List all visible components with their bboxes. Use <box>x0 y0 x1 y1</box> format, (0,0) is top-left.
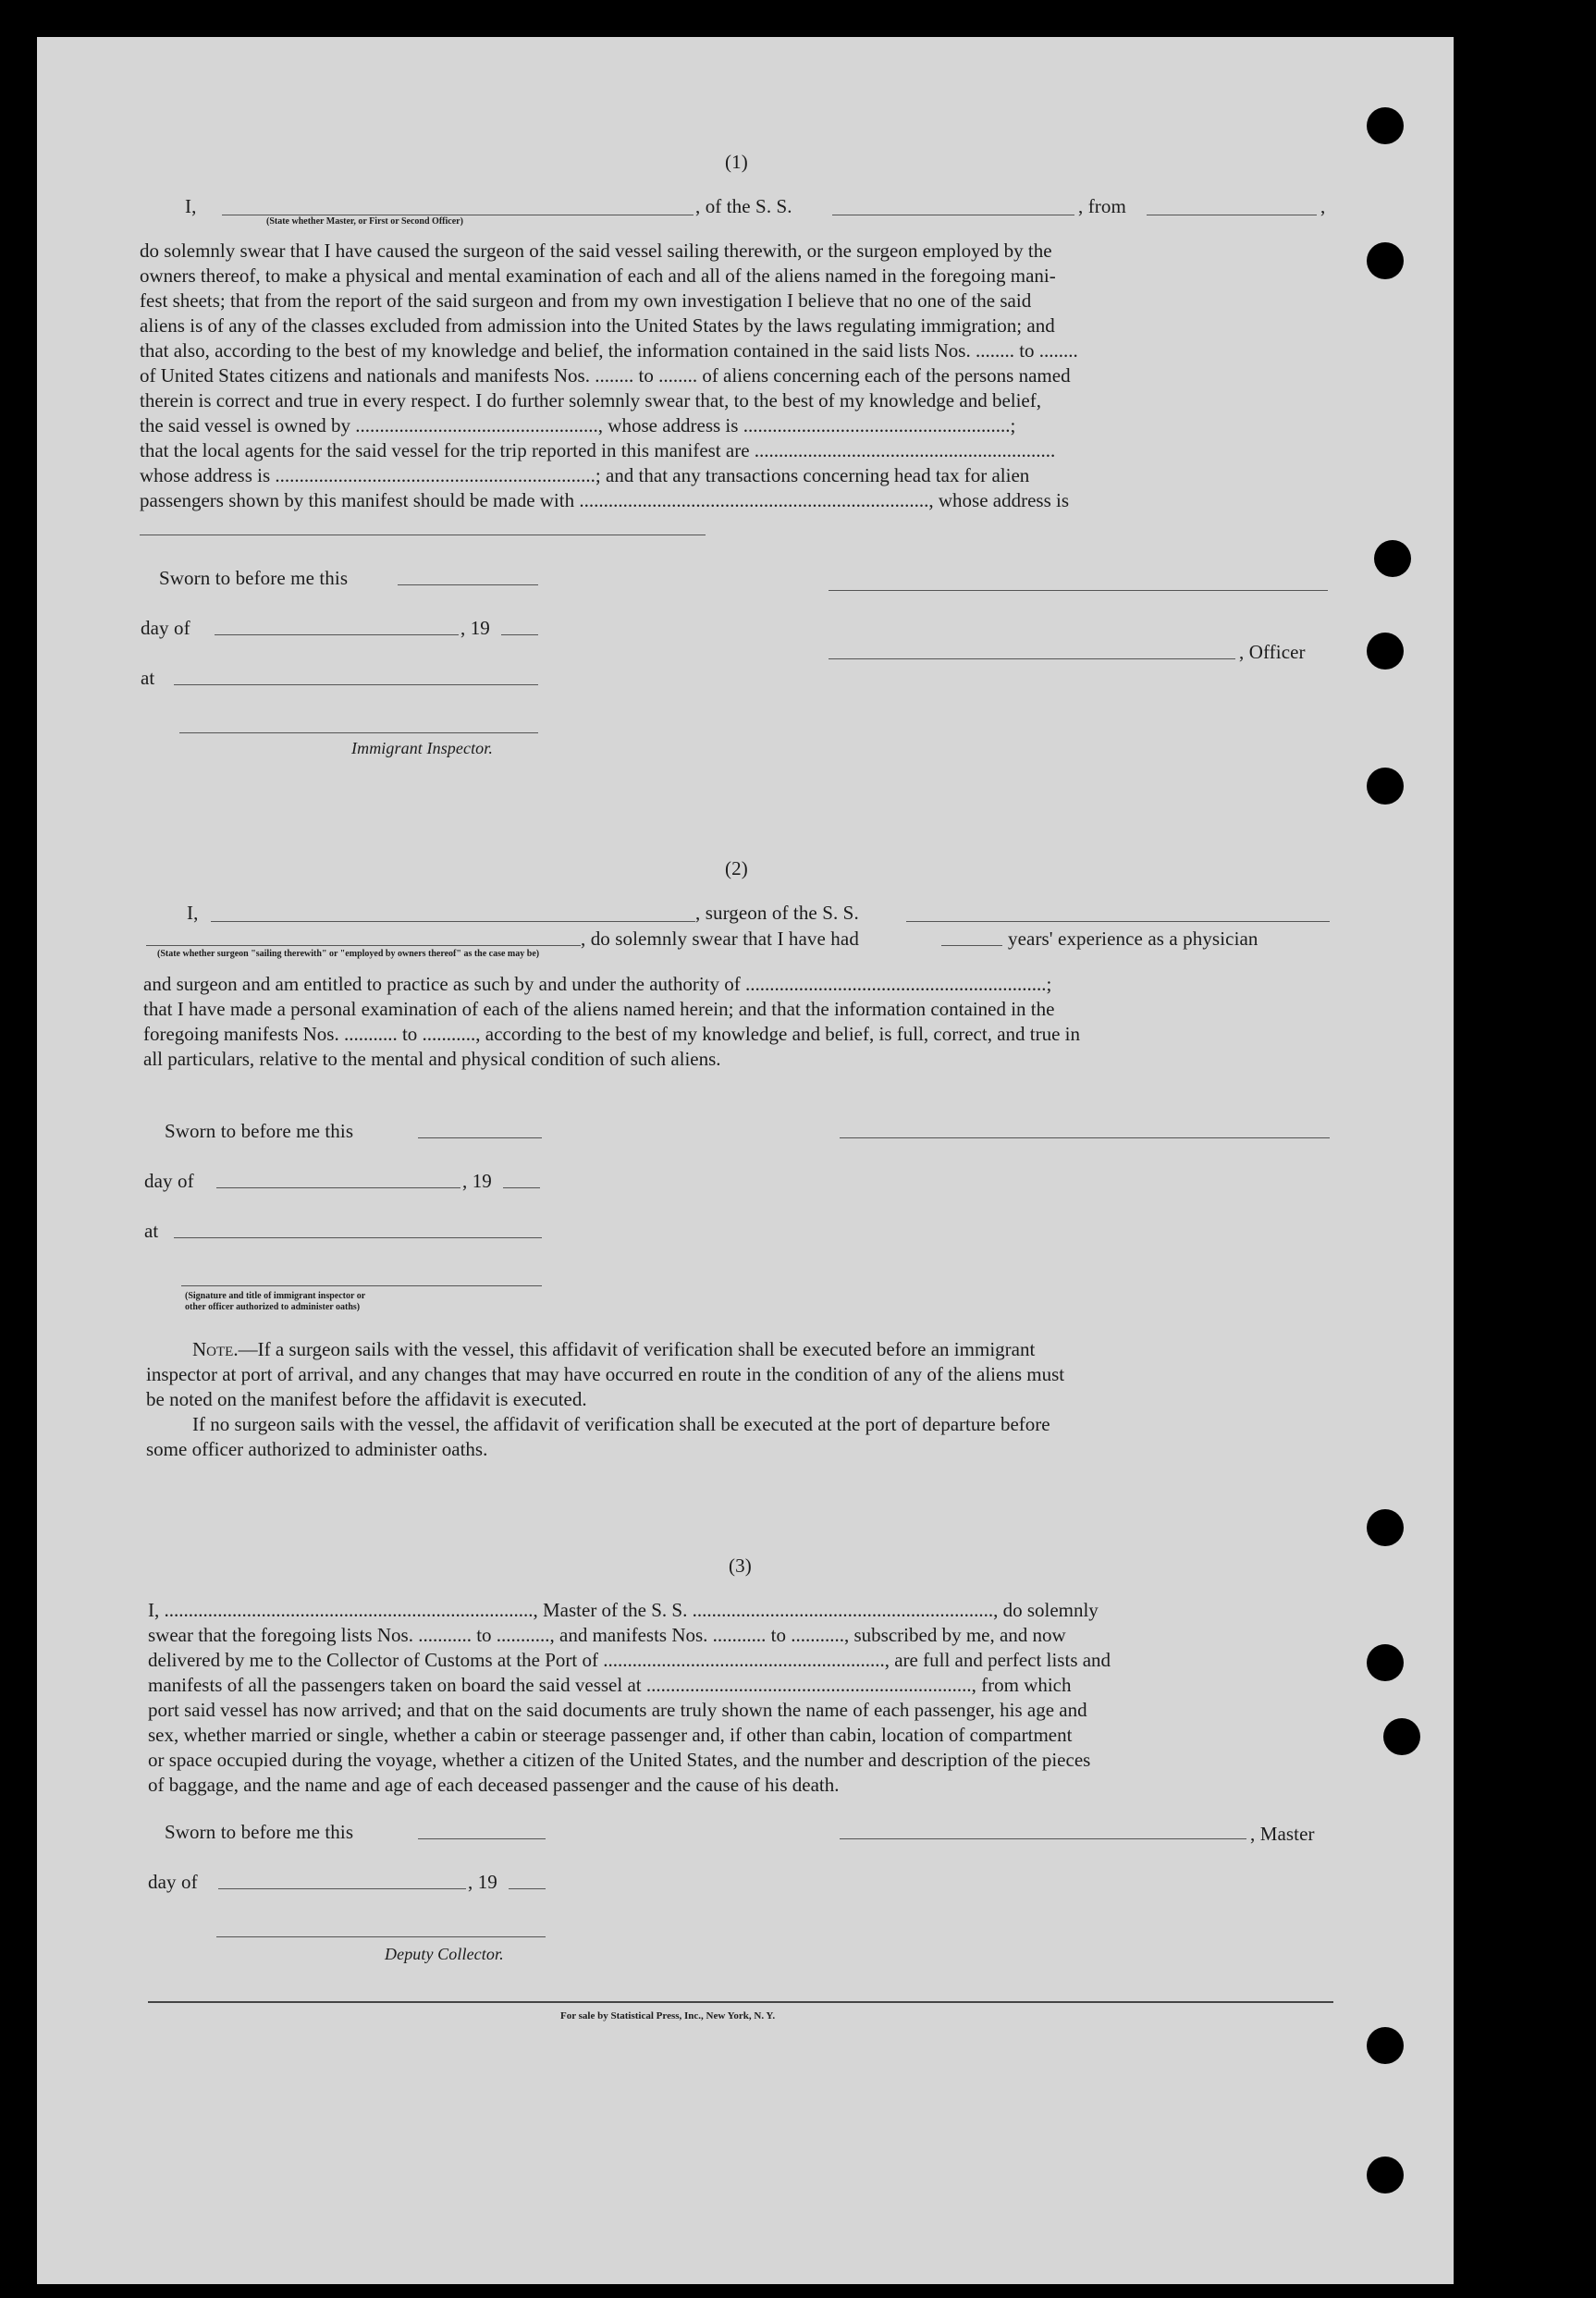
s3-dayof: day of <box>148 1871 198 1893</box>
s2-i: I, <box>187 902 199 924</box>
s3-sworn-blank[interactable] <box>418 1838 546 1839</box>
s2-ship-blank[interactable] <box>906 921 1330 922</box>
punch-hole-2 <box>1367 242 1404 279</box>
s2-year-blank[interactable] <box>503 1187 540 1188</box>
s1-officer-signature-1[interactable] <box>829 590 1328 591</box>
s1-sworn-blank[interactable] <box>398 584 538 585</box>
s3-sworn: Sworn to before me this <box>165 1821 354 1843</box>
s1-inspector-label: Immigrant Inspector. <box>351 739 493 757</box>
punch-hole-6 <box>1367 1509 1404 1546</box>
s2-line-4: all particulars, relative to the mental and physical condition of such aliens. <box>143 1048 721 1070</box>
s3-collector-signature[interactable] <box>216 1936 546 1937</box>
s2-note2-line-2: some officer authorized to administer oaths. <box>146 1438 488 1460</box>
section-1-number: (1) <box>725 151 748 173</box>
s3-line-4: manifests of all the passengers taken on board the said vessel at ..................................................................., from which <box>148 1674 1072 1696</box>
s1-body <box>140 239 1329 513</box>
punch-hole-1 <box>1367 107 1404 144</box>
s2-status-hint: (State whether surgeon "sailing therewith" or "employed by owners thereof" as the case may be) <box>157 949 540 959</box>
s1-at: at <box>141 667 155 689</box>
s3-day-blank[interactable] <box>218 1888 466 1889</box>
s1-line-3: fest sheets; that from the report of the said surgeon and from my own investigation I believe that no one of the said <box>140 289 1032 312</box>
s1-at-blank[interactable] <box>174 684 538 685</box>
s1-year-blank[interactable] <box>501 634 538 635</box>
s1-sworn: Sworn to before me this <box>159 567 349 589</box>
s1-i: I, <box>185 195 197 217</box>
s1-line-10: whose address is ..................................................................; and that any transactions concerning head tax for alien <box>140 464 1030 486</box>
s1-line-5: that also, according to the best of my knowledge and belief, the information contained in the said lists Nos. ........ to ........ <box>140 339 1078 362</box>
s3-line-3: delivered by me to the Collector of Customs at the Port of .........................................................., are full and perfect lists and <box>148 1649 1111 1671</box>
s3-line-5: port said vessel has now arrived; and that on the said documents are truly shown the name of each passenger, his age and <box>148 1699 1087 1721</box>
s1-line-1: do solemnly swear that I have caused the surgeon of the said vessel sailing therewith, or the surgeon employed by the <box>140 240 1052 262</box>
s3-master-signature[interactable] <box>840 1838 1246 1839</box>
s3-line-6: sex, whether married or single, whether a cabin or steerage passenger and, if other than cabin, location of compartment <box>148 1724 1073 1746</box>
s3-collector-label: Deputy Collector. <box>385 1945 504 1963</box>
section-3-number: (3) <box>729 1555 752 1577</box>
s3-19: , 19 <box>468 1871 497 1893</box>
s2-swear: , do solemnly swear that I have had <box>581 928 859 950</box>
s2-dayof: day of <box>144 1170 194 1192</box>
s2-surgeon-signature[interactable] <box>840 1137 1330 1138</box>
s2-name-blank[interactable] <box>211 921 695 922</box>
s2-status-blank[interactable] <box>146 945 581 946</box>
s1-of-ss: , of the S. S. <box>695 195 792 217</box>
s1-line-6: of United States citizens and nationals and manifests Nos. ........ to ........ of aliens concerning each of the persons named <box>140 364 1071 387</box>
section-2-number: (2) <box>725 857 748 879</box>
s3-line-1: I, ............................................................................, Master of the S. S. .............................................................., do solemnly <box>148 1599 1099 1621</box>
s2-at-blank[interactable] <box>174 1237 542 1238</box>
s2-line-2: that I have made a personal examination of each of the aliens named herein; and that the information contained in the <box>143 998 1055 1020</box>
s2-body <box>143 972 1330 1072</box>
s3-line-2: swear that the foregoing lists Nos. ........... to ..........., and manifests Nos. ........... to ..........., subscribed by me, and now <box>148 1624 1066 1646</box>
s2-sig-hint-1: (Signature and title of immigrant inspector or <box>185 1291 366 1301</box>
s2-note-line-3: be noted on the manifest before the affidavit is executed. <box>146 1388 587 1410</box>
s2-at: at <box>144 1220 159 1242</box>
s1-line-8: the said vessel is owned by .................................................., whose address is .......................................................; <box>140 414 1016 436</box>
punch-hole-3 <box>1374 540 1411 577</box>
s2-years-blank[interactable] <box>941 945 1002 946</box>
s3-line-8: of baggage, and the name and age of each deceased passenger and the cause of his death. <box>148 1774 840 1796</box>
s2-note-line-2: inspector at port of arrival, and any changes that may have occurred en route in the condition of any of the aliens must <box>146 1363 1065 1385</box>
punch-hole-5 <box>1367 768 1404 805</box>
s1-comma: , <box>1320 195 1326 217</box>
footer-rule <box>148 2001 1333 2003</box>
s2-inspector-signature[interactable] <box>181 1285 542 1286</box>
s2-line-1: and surgeon and am entitled to practice as such by and under the authority of ..............................................................; <box>143 973 1052 995</box>
s2-note <box>146 1337 1332 1462</box>
s2-surgeon-of: , surgeon of the S. S. <box>695 902 859 924</box>
printer-credit: For sale by Statistical Press, Inc., New York, N. Y. <box>560 2010 776 2022</box>
s3-year-blank[interactable] <box>509 1888 546 1889</box>
s1-line-7: therein is correct and true in every respect. I do further solemnly swear that, to the best of my knowledge and belief, <box>140 389 1041 412</box>
s2-19: , 19 <box>462 1170 492 1192</box>
s2-day-blank[interactable] <box>216 1187 460 1188</box>
s2-sworn-blank[interactable] <box>418 1137 542 1138</box>
s1-line-9: that the local agents for the said vessel for the trip reported in this manifest are .............................................................. <box>140 439 1056 461</box>
s2-line-3: foregoing manifests Nos. ........... to ..........., according to the best of my knowledge and belief, is full, correct, and true in <box>143 1023 1081 1045</box>
s3-line-7: or space occupied during the voyage, whether a citizen of the United States, and the number and description of the pieces <box>148 1749 1091 1771</box>
s1-officer-signature-2[interactable] <box>829 658 1235 659</box>
punch-hole-4 <box>1367 633 1404 670</box>
s1-line-4: aliens is of any of the classes excluded from admission into the United States by the laws regulating immigration; and <box>140 314 1055 337</box>
s2-sworn: Sworn to before me this <box>165 1120 354 1142</box>
s1-19: , 19 <box>460 617 490 639</box>
s1-inspector-signature[interactable] <box>179 732 538 733</box>
s1-officer-label: , Officer <box>1239 641 1306 663</box>
s1-dayof: day of <box>141 617 190 639</box>
punch-hole-7 <box>1367 1644 1404 1681</box>
s1-line-2: owners thereof, to make a physical and mental examination of each and all of the aliens named in the foregoing mani- <box>140 264 1056 287</box>
s1-from: , from <box>1078 195 1126 217</box>
s1-line-11: passengers shown by this manifest should be made with ........................................................................, whose address is <box>140 489 1069 511</box>
s3-master-label: , Master <box>1250 1823 1315 1845</box>
s3-body <box>148 1598 1333 1798</box>
punch-hole-10 <box>1367 2157 1404 2194</box>
s1-officer-hint: (State whether Master, or First or Second Officer) <box>266 216 463 227</box>
punch-hole-9 <box>1367 2027 1404 2064</box>
s2-sig-hint-2: other officer authorized to administer oaths) <box>185 1302 361 1312</box>
s1-day-blank[interactable] <box>215 634 459 635</box>
s2-note2-line-1: If no surgeon sails with the vessel, the affidavit of verification shall be executed at the port of departure before <box>192 1413 1050 1435</box>
punch-hole-8 <box>1383 1718 1420 1755</box>
s2-years: years' experience as a physician <box>1008 928 1258 950</box>
s2-note-label: Note. <box>192 1338 239 1360</box>
s2-note-line-1: —If a surgeon sails with the vessel, this affidavit of verification shall be executed before an immigrant <box>238 1338 1036 1360</box>
